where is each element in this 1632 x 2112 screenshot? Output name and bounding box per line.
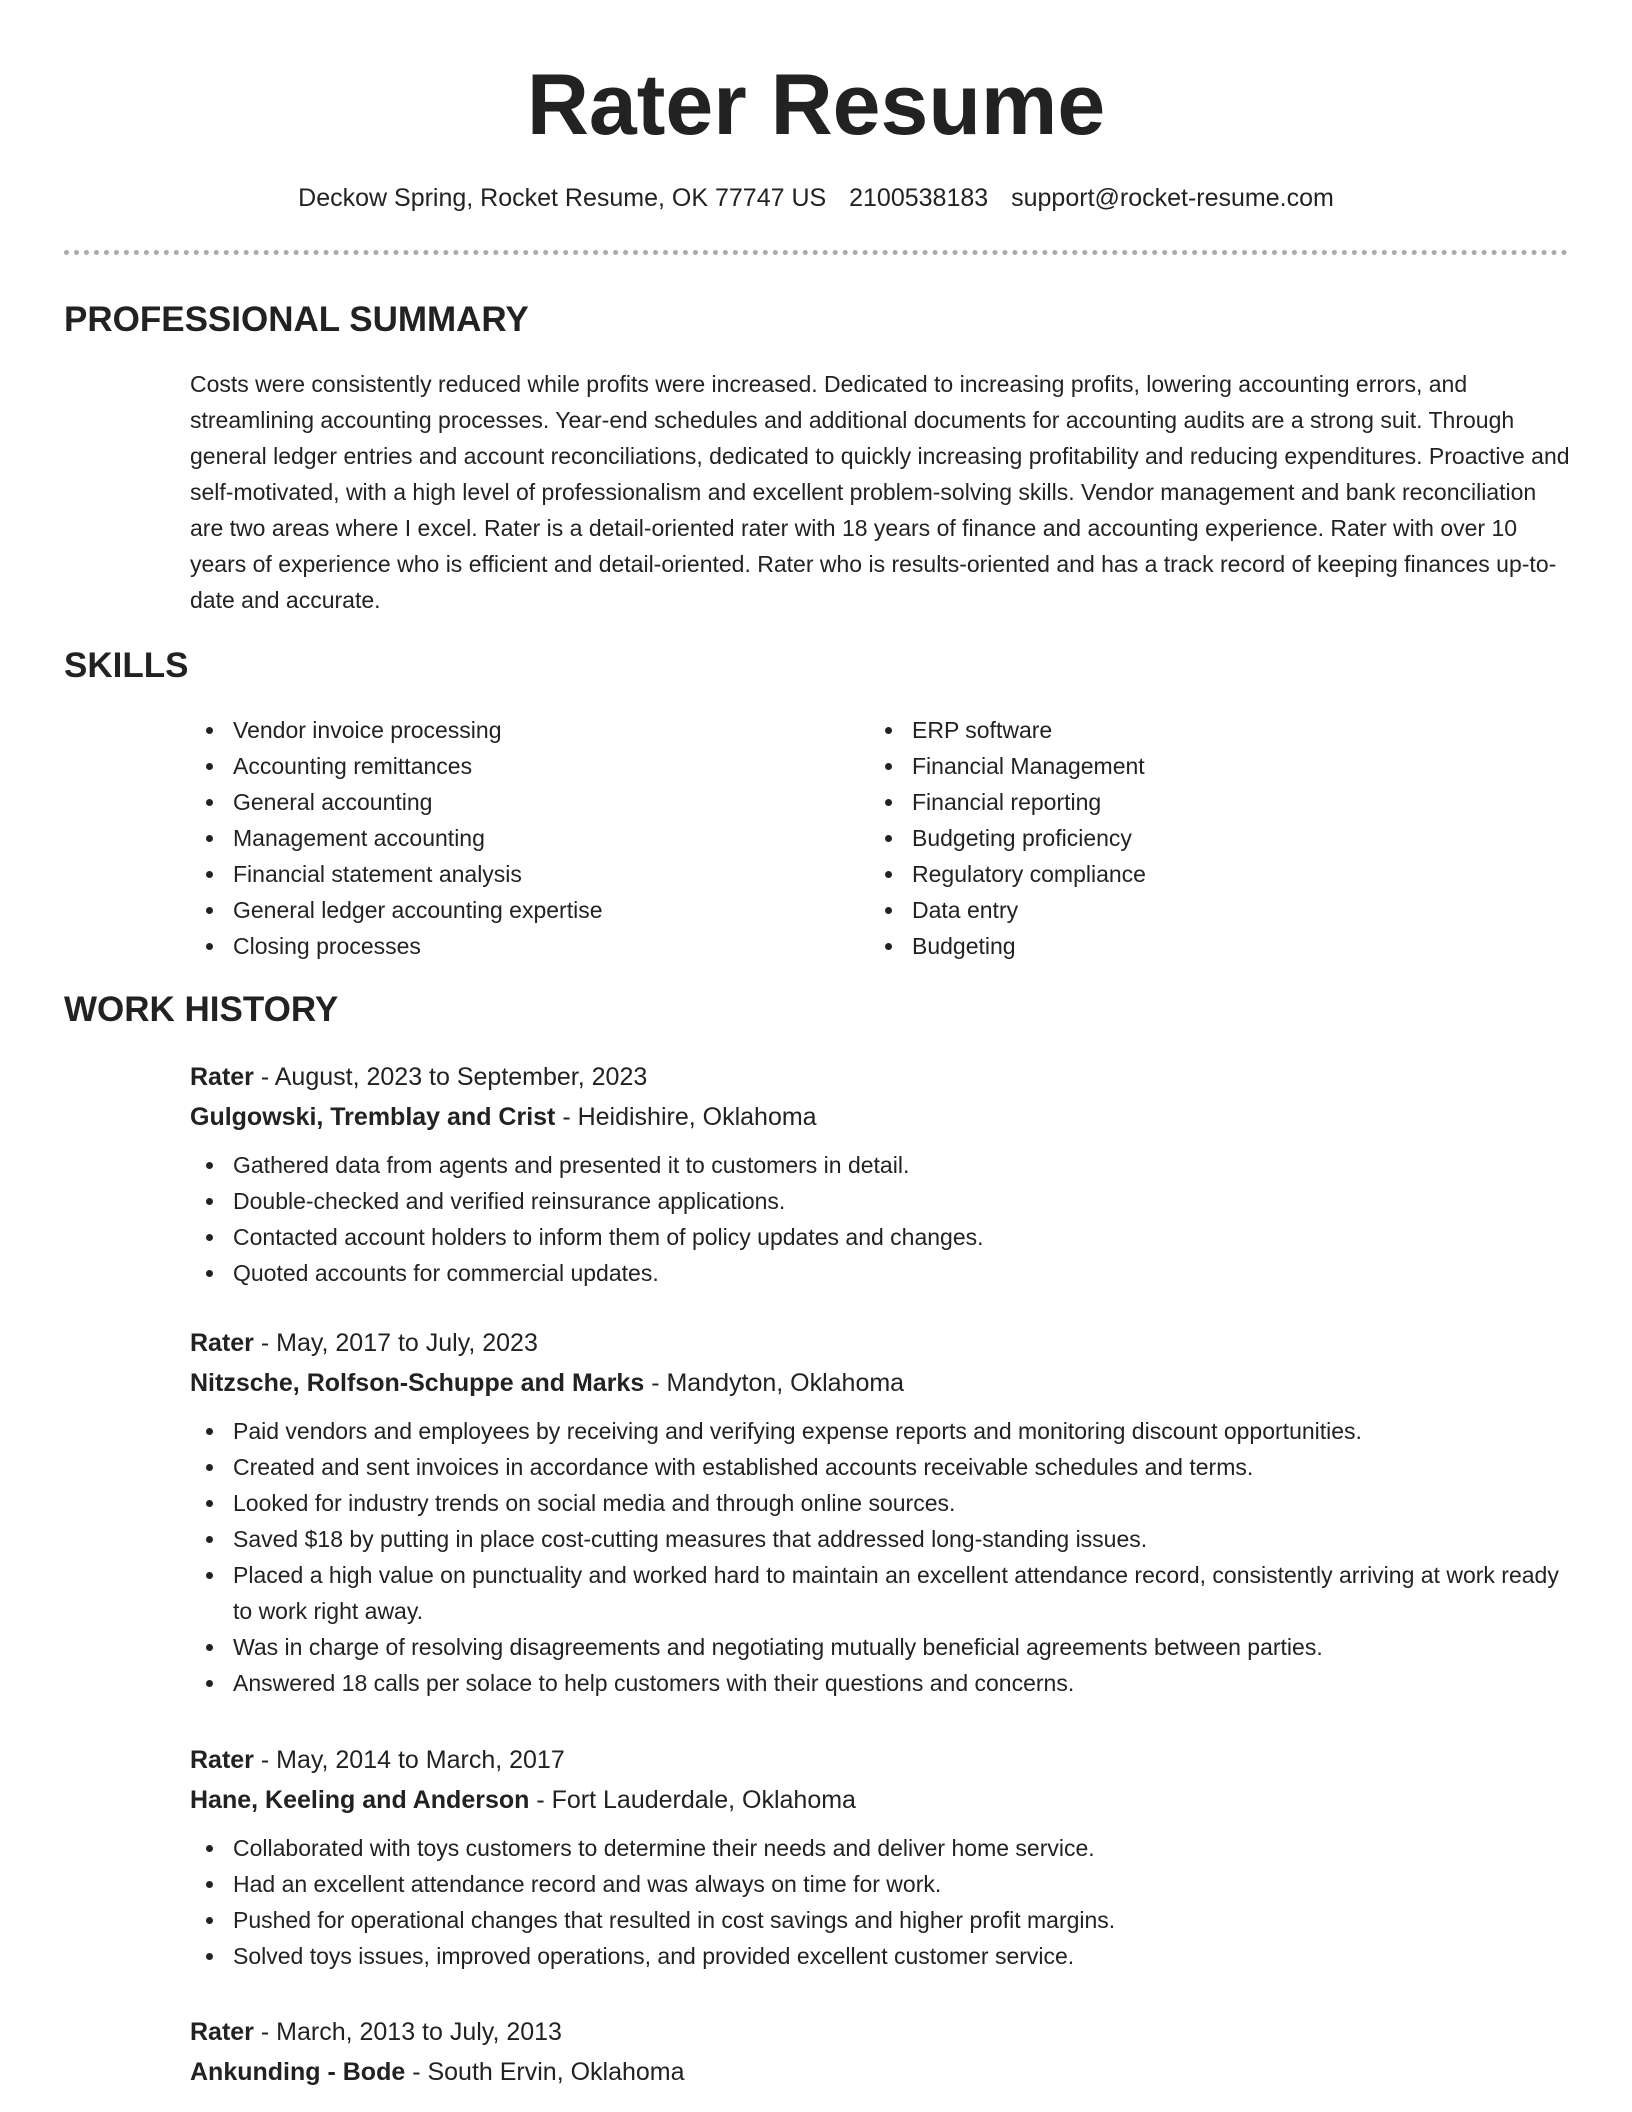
- skill-item: Management accounting: [190, 820, 850, 856]
- contact-phone: 2100538183: [849, 184, 989, 212]
- job-role-line: [190, 1057, 1590, 1097]
- job-entry: [190, 1323, 1590, 1701]
- job-entry: [190, 1740, 1590, 1974]
- job-duty: Had an excellent attendance record and was always on time for work.: [190, 1866, 1570, 1902]
- job-duty: Was in charge of resolving disagreements and negotiating mutually beneficial agreements between parties.: [190, 1629, 1570, 1665]
- job-duty: Looked for industry trends on social media and through online sources.: [190, 1485, 1570, 1521]
- header-divider: [64, 250, 1568, 255]
- resume-name: Rater Resume: [526, 57, 1106, 153]
- job-company-line: [190, 2052, 1590, 2092]
- skills-list-right: [869, 712, 1529, 964]
- job-dates: - March, 2013 to July, 2013: [253, 2018, 562, 2046]
- job-duty: Saved $18 by putting in place cost-cutting measures that addressed long-standing issues.: [190, 1521, 1570, 1557]
- job-role: Rater: [190, 2018, 254, 2046]
- work-history-heading: WORK HISTORY: [64, 990, 339, 1029]
- skill-item: Financial statement analysis: [190, 856, 850, 892]
- job-duty: Paid vendors and employees by receiving and verifying expense reports and monitoring discount opportunities.: [190, 1413, 1570, 1449]
- skill-item: Vendor invoice processing: [190, 712, 850, 748]
- job-role-line: [190, 2012, 1590, 2052]
- job-company: Gulgowski, Tremblay and Crist: [190, 1103, 556, 1131]
- job-dates: - May, 2017 to July, 2023: [253, 1329, 538, 1357]
- contact-address: Deckow Spring, Rocket Resume, OK 77747 US: [298, 184, 827, 212]
- job-role-line: [190, 1740, 1590, 1780]
- job-duty: Pushed for operational changes that resulted in cost savings and higher profit margins.: [190, 1902, 1570, 1938]
- job-entry: [190, 1057, 1590, 1291]
- skills-list-left: [190, 712, 850, 964]
- summary-heading: PROFESSIONAL SUMMARY: [64, 300, 529, 339]
- job-company: Ankunding - Bode: [190, 2058, 406, 2086]
- job-dates: - May, 2014 to March, 2017: [253, 1746, 565, 1774]
- job-duty: Placed a high value on punctuality and worked hard to maintain an excellent attendance record, consistently arriving at work ready to work right away.: [190, 1557, 1570, 1629]
- job-location: - South Ervin, Oklahoma: [405, 2058, 685, 2086]
- job-role: Rater: [190, 1329, 254, 1357]
- job-duty: Double-checked and verified reinsurance applications.: [190, 1183, 1570, 1219]
- skills-heading: SKILLS: [64, 646, 189, 685]
- job-company: Nitzsche, Rolfson-Schuppe and Marks: [190, 1369, 645, 1397]
- skill-item: Closing processes: [190, 928, 850, 964]
- skill-item: Accounting remittances: [190, 748, 850, 784]
- job-entry: [190, 2012, 1590, 2092]
- job-location: - Fort Lauderdale, Oklahoma: [529, 1786, 856, 1814]
- summary-text: Costs were consistently reduced while profits were increased. Dedicated to increasing profits, lowering accounting errors, and streamlining accounting processes. Year-end schedules and additional documents for accounting audits are a strong suit. Through general ledger entries and account reconciliations, dedicated to quickly increasing profitability and reducing expenditures. Proactive and self-motivated, with a high level of professionalism and excellent problem-solving skills. Vendor management and bank reconciliation are two areas where I excel. Rater is a detail-oriented rater with 18 years of finance and accounting experience. Rater with over 10 years of experience who is efficient and detail-oriented. Rater who is results-oriented and has a track record of keeping finances up-to-date and accurate.: [190, 371, 1570, 613]
- job-location: - Heidishire, Oklahoma: [555, 1103, 817, 1131]
- job-duties: [190, 1830, 1570, 1974]
- job-duty: Solved toys issues, improved operations, and provided excellent customer service.: [190, 1938, 1570, 1974]
- job-company-line: [190, 1363, 1590, 1403]
- job-duty: Collaborated with toys customers to determine their needs and deliver home service.: [190, 1830, 1570, 1866]
- job-dates: - August, 2023 to September, 2023: [253, 1063, 648, 1091]
- skills-column-left: [190, 712, 850, 964]
- job-company: Hane, Keeling and Anderson: [190, 1786, 530, 1814]
- job-role: Rater: [190, 1746, 254, 1774]
- job-duty: Answered 18 calls per solace to help customers with their questions and concerns.: [190, 1665, 1570, 1701]
- skill-item: Financial Management: [869, 748, 1529, 784]
- job-location: - Mandyton, Oklahoma: [644, 1369, 905, 1397]
- skill-item: Regulatory compliance: [869, 856, 1529, 892]
- job-duty: Created and sent invoices in accordance with established accounts receivable schedules and terms.: [190, 1449, 1570, 1485]
- skill-item: Data entry: [869, 892, 1529, 928]
- skill-item: Budgeting: [869, 928, 1529, 964]
- job-duty: Contacted account holders to inform them of policy updates and changes.: [190, 1219, 1570, 1255]
- skill-item: Budgeting proficiency: [869, 820, 1529, 856]
- job-duty: Gathered data from agents and presented it to customers in detail.: [190, 1147, 1570, 1183]
- job-duty: Quoted accounts for commercial updates.: [190, 1255, 1570, 1291]
- job-company-line: [190, 1780, 1590, 1820]
- job-duties: [190, 1147, 1570, 1291]
- skill-item: General accounting: [190, 784, 850, 820]
- job-duties: [190, 1413, 1570, 1701]
- contact-line: [0, 180, 1632, 216]
- contact-email: support@rocket-resume.com: [1011, 184, 1334, 212]
- job-role: Rater: [190, 1063, 254, 1091]
- skill-item: ERP software: [869, 712, 1529, 748]
- job-company-line: [190, 1097, 1590, 1137]
- skill-item: Financial reporting: [869, 784, 1529, 820]
- skills-column-right: [869, 712, 1529, 964]
- job-role-line: [190, 1323, 1590, 1363]
- skill-item: General ledger accounting expertise: [190, 892, 850, 928]
